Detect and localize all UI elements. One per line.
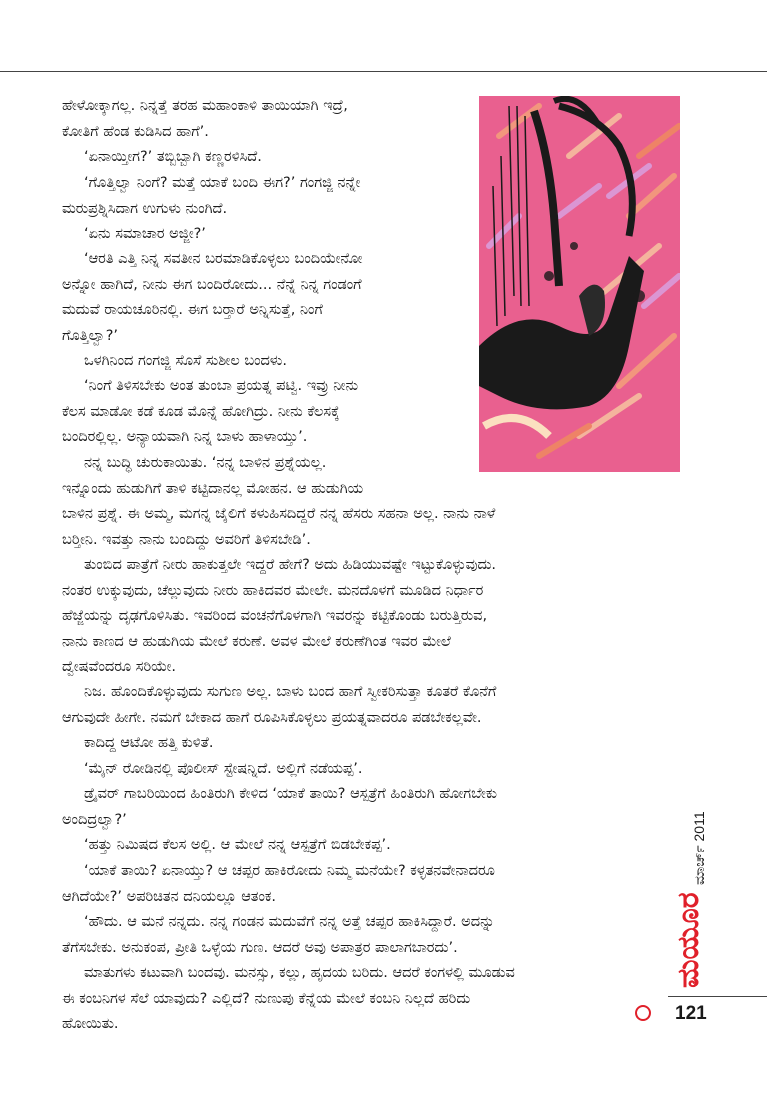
paragraph: ‘ಹೌದು. ಆ ಮನೆ ನನ್ನದು. ನನ್ನ ಗಂಡನ ಮದುವೆಗೆ ನನ್ನ ಅತ್ತೆ ಚಪ್ಪರ ಹಾಕಿಸಿದ್ದಾರೆ. ಅದನ್ನು ತೆಗೆಸಬೇಕು. ಅನುಕಂಪ, ಪ್ರೀತಿ ಒಳ್ಳೆಯ ಗುಣ. ಆದರೆ ಅವು ಅಪಾತ್ರರ ಪಾಲಾಗಬಾರದು’. [62,914,495,956]
paragraph: ಒಳಗಿನಿಂದ ಗಂಗಜ್ಜಿ ಸೊಸೆ ಸುಶೀಲ ಬಂದಳು. [84,353,288,369]
paragraph: ಹೇಳೋಕ್ಕಾಗಲ್ಲ. ನಿನ್ನತ್ತೆ ತರಹ ಮಹಾಂಕಾಳಿ ತಾಯಿಯಾಗಿ ಇದ್ರೆ, ಕೋತಿಗೆ ಹೆಂಡ ಕುಡಿಸಿದ ಹಾಗೆ’. [62,98,348,140]
story-illustration [479,96,680,472]
paragraph: ನಿಜ. ಹೊಂದಿಕೊಳ್ಳುವುದು ಸುಗುಣ ಅಲ್ಲ. ಬಾಳು ಬಂದ ಹಾಗೆ ಸ್ವೀಕರಿಸುತ್ತಾ ಕೂತರೆ ಕೊನೆಗೆ ಆಗುವುದೇ ಹೀಗೇ. ನಮಗೆ ಬೇಕಾದ ಹಾಗೆ ರೂಪಿಸಿಕೊಳ್ಳಲು ಪ್ರಯತ್ನವಾದರೂ ಪಡಬೇಕಲ್ಲವೇ. [62,684,497,726]
magazine-name: ಮಯೂರ [671,892,706,988]
paragraph: ‘ಗೊತ್ತಿಲ್ವಾ ನಿಂಗೆ? ಮತ್ತೆ ಯಾಕೆ ಬಂದಿ ಈಗ?’ ಗಂಗಜ್ಜಿ ನನ್ನೇ ಮರುಪ್ರಶ್ನಿಸಿದಾಗ ಉಗುಳು ನುಂಗಿದೆ. [62,175,361,217]
paragraph: ನನ್ನ ಬುದ್ಧಿ ಚುರುಕಾಯಿತು. ‘ನನ್ನ ಬಾಳಿನ ಪ್ರಶ್ನೆಯಲ್ಲ. ಇನ್ನೊಂದು ಹುಡುಗಿಗೆ ತಾಳಿ ಕಟ್ಟಿದಾನಲ್ಲ ಮೋಹನ. ಆ ಹುಡುಗಿಯ ಬಾಳಿನ ಪ್ರಶ್ನೆ. ಈ ಅಮ್ಮ, ಮಗನ್ನ ಜೈಲಿಗೆ ಕಳುಹಿಸದಿದ್ದರೆ ನನ್ನ ಹೆಸರು ಸಹನಾ ಅಲ್ಲ. ನಾನು ನಾಳೆ ಬರ್‍ತೀನಿ. ಇವತ್ತು ನಾನು ಬಂದಿದ್ದು ಅವರಿಗೆ ತಿಳಿಸಬೇಡಿ’. [62,455,496,548]
paragraph: ‘ಯಾಕೆ ತಾಯಿ? ಏನಾಯ್ತು? ಆ ಚಪ್ಪರ ಹಾಕಿರೋದು ನಿಮ್ಮ ಮನೆಯೇ? ಕಳ್ಳತನವೇನಾದರೂ ಆಗಿದೆಯೇ?’ ಅಪರಿಚಿತನ ದನಿಯಲ್ಲೂ ಆತಂಕ. [62,863,495,905]
paragraph: ‘ಮೈನ್ ರೋಡಿನಲ್ಲಿ ಪೊಲೀಸ್ ಸ್ಟೇಷನ್ನಿದೆ. ಅಲ್ಲಿಗೆ ನಡೆಯಪ್ಪ’. [84,761,363,777]
magazine-sidebar [668,760,728,990]
paragraph: ಕಾದಿದ್ದ ಆಟೋ ಹತ್ತಿ ಕುಳಿತೆ. [84,735,214,751]
footer-divider [668,996,767,997]
paragraph: ‘ಏನಾಯ್ತೀಗ?’ ತಬ್ಬಿಬ್ಬಾಗಿ ಕಣ್ಣರಳಿಸಿದೆ. [84,149,262,165]
paragraph: ‘ಹತ್ತು ನಿಮಿಷದ ಕೆಲಸ ಅಲ್ಲಿ. ಆ ಮೇಲೆ ನನ್ನ ಆಸ್ಪತ್ರೆಗೆ ಬಿಡಬೇಕಪ್ಪ’. [84,837,391,853]
paragraph: ‘ಏನು ಸಮಾಚಾರ ಅಜ್ಜೀ?’ [84,226,206,242]
page-number: 121 [675,1003,707,1024]
paragraph: ಮಾತುಗಳು ಕಟುವಾಗಿ ಬಂದವು. ಮನಸ್ಸು, ಕಲ್ಲು, ಹೃದಯ ಬರಿದು. ಆದರೆ ಕಂಗಳಲ್ಲಿ ಮೂಡುವ ಈ ಕಂಬನಿಗಳ ಸೆಲೆ ಯಾವುದು? ಎಲ್ಲಿದೆ? ನುಣುಪು ಕೆನ್ನೆಯ ಮೇಲೆ ಕಂಬನಿ ನಿಲ್ಲದೆ ಹರಿದು ಹೋಯಿತು. [62,965,515,1032]
paragraph: ತುಂಬಿದ ಪಾತ್ರೆಗೆ ನೀರು ಹಾಕುತ್ತಲೇ ಇದ್ದರೆ ಹೇಗೆ? ಅದು ಹಿಡಿಯುವಷ್ಟೇ ಇಟ್ಟುಕೊಳ್ಳುವುದು. ನಂತರ ಉಕ್ಕುವುದು, ಚೆಲ್ಲುವುದು ನೀರು ಹಾಕಿದವರ ಮೇಲೇ. ಮನದೊಳಗೆ ಮೂಡಿದ ನಿರ್ಧಾರ ಹೆಜ್ಜೆಯನ್ನು ದೃಢಗೊಳಿಸಿತು. ಇವರಿಂದ ವಂಚನೆಗೊಳಗಾಗಿ ಇವರನ್ನು ಕಟ್ಟಿಕೊಂಡು ಬರುತ್ತಿರುವ, ನಾನು ಕಾಣದ ಆ ಹುಡುಗಿಯ ಮೇಲೆ ಕರುಣೆ. ಅವಳ ಮೇಲೆ ಕರುಣೆಗಿಂತ ಇವರ ಮೇಲೆ ದ್ವೇಷವೆಂದರೂ ಸರಿಯೇ. [62,557,497,675]
paragraph: ‘ನಿಂಗೆ ತಿಳಿಸಬೇಕು ಅಂತ ತುಂಬಾ ಪ್ರಯತ್ನ ಪಟ್ವಿ. ಇವ್ರು ನೀನು ಕೆಲಸ ಮಾಡೋ ಕಡೆ ಕೂಡ ಮೊನ್ನೆ ಹೋಗಿದ್ರು. ನೀನು ಕೆಲಸಕ್ಕೆ ಬಂದಿರಲ್ಲಿಲ್ಲ. ಅನ್ಯಾಯವಾಗಿ ನಿನ್ನ ಬಾಳು ಹಾಳಾಯ್ತು’. [62,378,359,445]
issue-date: ಮಾರ್ಚ್ 2011 [691,811,707,885]
paragraph: ಡ್ರೈವರ್ ಗಾಬರಿಯಿಂದ ಹಿಂತಿರುಗಿ ಕೇಳಿದ ‘ಯಾಕೆ ತಾಯಿ? ಆಸ್ಪತ್ರೆಗೆ ಹಿಂತಿರುಗಿ ಹೋಗಬೇಕು ಅಂದಿದ್ರಲ್ವಾ?’ [62,786,497,828]
circle-ornament-icon [635,1005,651,1021]
top-divider [0,71,767,72]
paragraph: ‘ಆರತಿ ಎತ್ತಿ ನಿನ್ನ ಸವತೀನ ಬರಮಾಡಿಕೊಳ್ಳಲು ಬಂದಿಯೇನೋ ಅನ್ನೋ ಹಾಗಿದೆ, ನೀನು ಈಗ ಬಂದಿರೋದು... ನೆನ್ನೆ ನಿನ್ನ ಗಂಡಂಗೆ ಮದುವೆ ರಾಯಚೂರಿನಲ್ಲಿ. ಈಗ ಬರ್‍ತಾರೆ ಅನ್ನಿಸುತ್ತೆ, ನಿಂಗೆ ಗೊತ್ತಿಲ್ವಾ?’ [62,251,363,344]
